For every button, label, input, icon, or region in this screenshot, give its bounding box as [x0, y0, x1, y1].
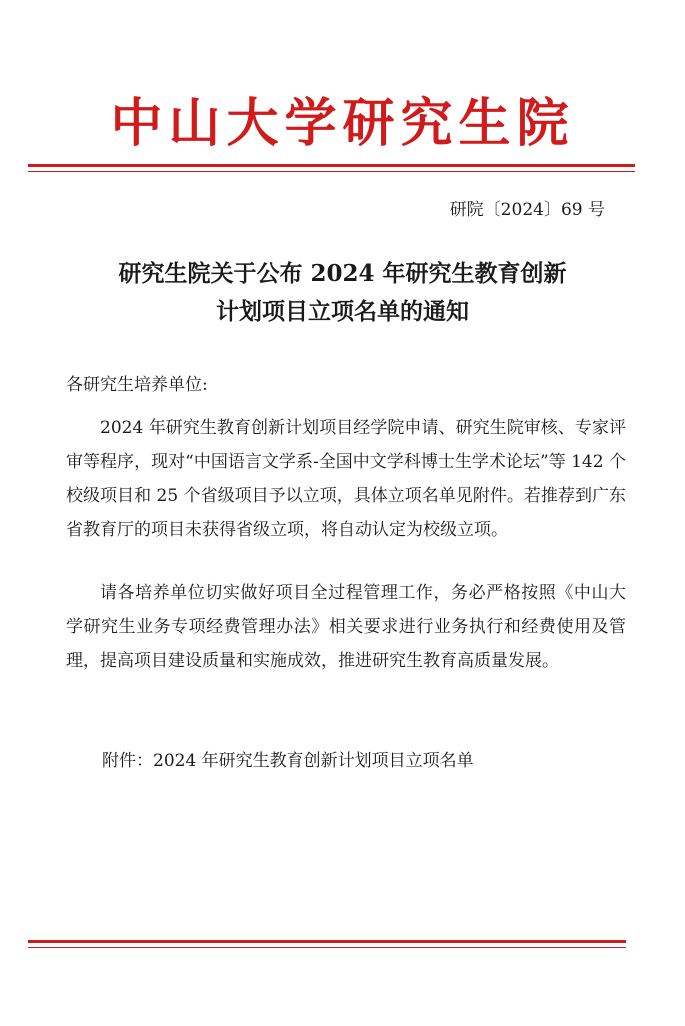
letterhead-divider-thick [28, 164, 635, 167]
footer-divider-thick [28, 940, 626, 943]
document-number: 研院〔2024〕69 号 [449, 200, 605, 220]
addressee: 各研究生培养单位: [66, 375, 208, 395]
attachment-line: 附件：2024 年研究生教育创新计划项目立项名单 [102, 751, 474, 771]
body-paragraph-1: 2024 年研究生教育创新计划项目经学院申请、研究生院审核、专家评审等程序，现对“中国语言文学系-全国中文学科博士生学术论坛”等 142 个校级项目和 25 个省级项目予以立项，具体立项名单见附件。若推荐到广东省教育厅的项目未获得省级立项，将自动认定为校级立项。 [66, 418, 626, 540]
document-title-line-2: 计划项目立项名单的通知 [216, 298, 469, 325]
letterhead-divider-thin [28, 171, 635, 172]
document-title-line-1: 研究生院关于公布 2024 年研究生教育创新 [118, 260, 567, 287]
footer-divider-thin [28, 947, 626, 948]
body-paragraph-2: 请各培养单位切实做好项目全过程管理工作，务必严格按照《中山大学研究生业务专项经费管理办法》相关要求进行业务执行和经费使用及管理，提高项目建设质量和实施成效，推进研究生教育高质量发展。 [66, 583, 626, 671]
letterhead-title: 中山大学研究生院 [110, 94, 575, 154]
